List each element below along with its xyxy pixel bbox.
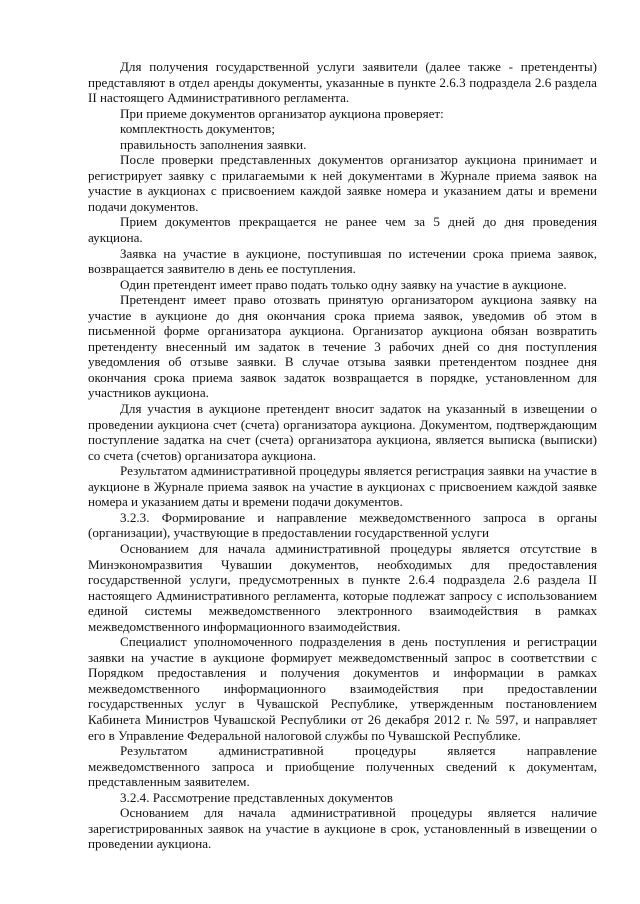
paragraph-result-registration: Результатом административной процедуры является регистрация заявки на участие в аукционе в Журнале приема заявок на участие в аукционах с присвоением каждой заявке номера и указанием даты и времени подачи документов. [88, 463, 597, 510]
document-page [88, 59, 597, 852]
paragraph-check-item: правильность заполнения заявки. [120, 136, 307, 152]
paragraph-specialist-request: Специалист уполномоченного подразделения в день поступления и регистрации заявки на участие в аукционе формирует межведомственный запрос в соответствии с Порядком предоставления и получения документов и информации в рамках межведомственного информационного взаимодействия при предоставлении государственных услуг в Чувашской Республике, утвержденным постановлением Кабинета Министров Чувашской Республики от 26 декабря 2012 г. № 597, и направляет его в Управление Федеральной налоговой службы по Чувашской Республике. [88, 634, 597, 743]
paragraph-basis-absence: Основанием для начала административной процедуры является отсутствие в Минэкономразвития Чувашии документов, необходимых для предоставления государственной услуги, предусмотренных в пункте 2.6.4 подраздела 2.6 раздела II настоящего Административного регламента, которые подлежат запросу с использованием единой системы межведомственного электронного взаимодействия в рамках межведомственного информационного взаимодействия. [88, 540, 597, 634]
paragraph-check-intro: При приеме документов организатор аукциона проверяет: [120, 105, 444, 121]
paragraph-registration: После проверки представленных документов организатор аукциона принимает и регистрирует заявку с прилагаемыми к ней документами в Журнале приема заявок на участие в аукционах с присвоением каждой заявке номера и указанием даты и времени подачи документов. [88, 152, 597, 214]
section-heading-3-2-4: 3.2.4. Рассмотрение представленных документов [120, 789, 393, 805]
section-heading-3-2-3: 3.2.3. Формирование и направление межведомственного запроса в органы (организации), участвующие в предоставлении государственной услуги [88, 509, 597, 541]
paragraph-one-application: Один претендент имеет право подать только одну заявку на участие в аукционе. [120, 276, 567, 292]
paragraph-basis-presence: Основанием для начала административной процедуры является наличие зарегистрированных заявок на участие в аукционе в срок, установленный в извещении о проведении аукциона. [88, 805, 597, 852]
paragraph-withdrawal: Претендент имеет право отозвать принятую организатором аукциона заявку на участие в аукционе до дня окончания срока приема заявок, уведомив об этом в письменной форме организатора аукциона. Организатор аукциона обязан возвратить претенденту внесенный им задаток в течение 3 рабочих дней со дня поступления уведомления об отзыве заявки. В случае отзыва заявки претендентом позднее дня окончания срока приема заявок задаток возвращается в порядке, установленном для участников аукциона. [88, 292, 597, 401]
paragraph-result-request: Результатом административной процедуры является направление межведомственного запроса и приобщение полученных сведений к документам, представленным заявителем. [88, 743, 597, 790]
paragraph-check-item: комплектность документов; [120, 121, 275, 137]
paragraph-late-application: Заявка на участие в аукционе, поступившая по истечении срока приема заявок, возвращается заявителю в день ее поступления. [88, 245, 597, 277]
paragraph-deadline: Прием документов прекращается не ранее чем за 5 дней до дня проведения аукциона. [88, 214, 597, 246]
paragraph-intro: Для получения государственной услуги заявители (далее также - претенденты) представляют в отдел аренды документы, указанные в пункте 2.6.3 подраздела 2.6 раздела II настоящего Административного регламента. [88, 59, 597, 106]
paragraph-deposit: Для участия в аукционе претендент вносит задаток на указанный в извещении о проведении аукциона счет (счета) организатора аукциона. Документом, подтверждающим поступление задатка на счет (счета) организатора аукциона, является выписка (выписки) со счета (счетов) организатора аукциона. [88, 401, 597, 463]
